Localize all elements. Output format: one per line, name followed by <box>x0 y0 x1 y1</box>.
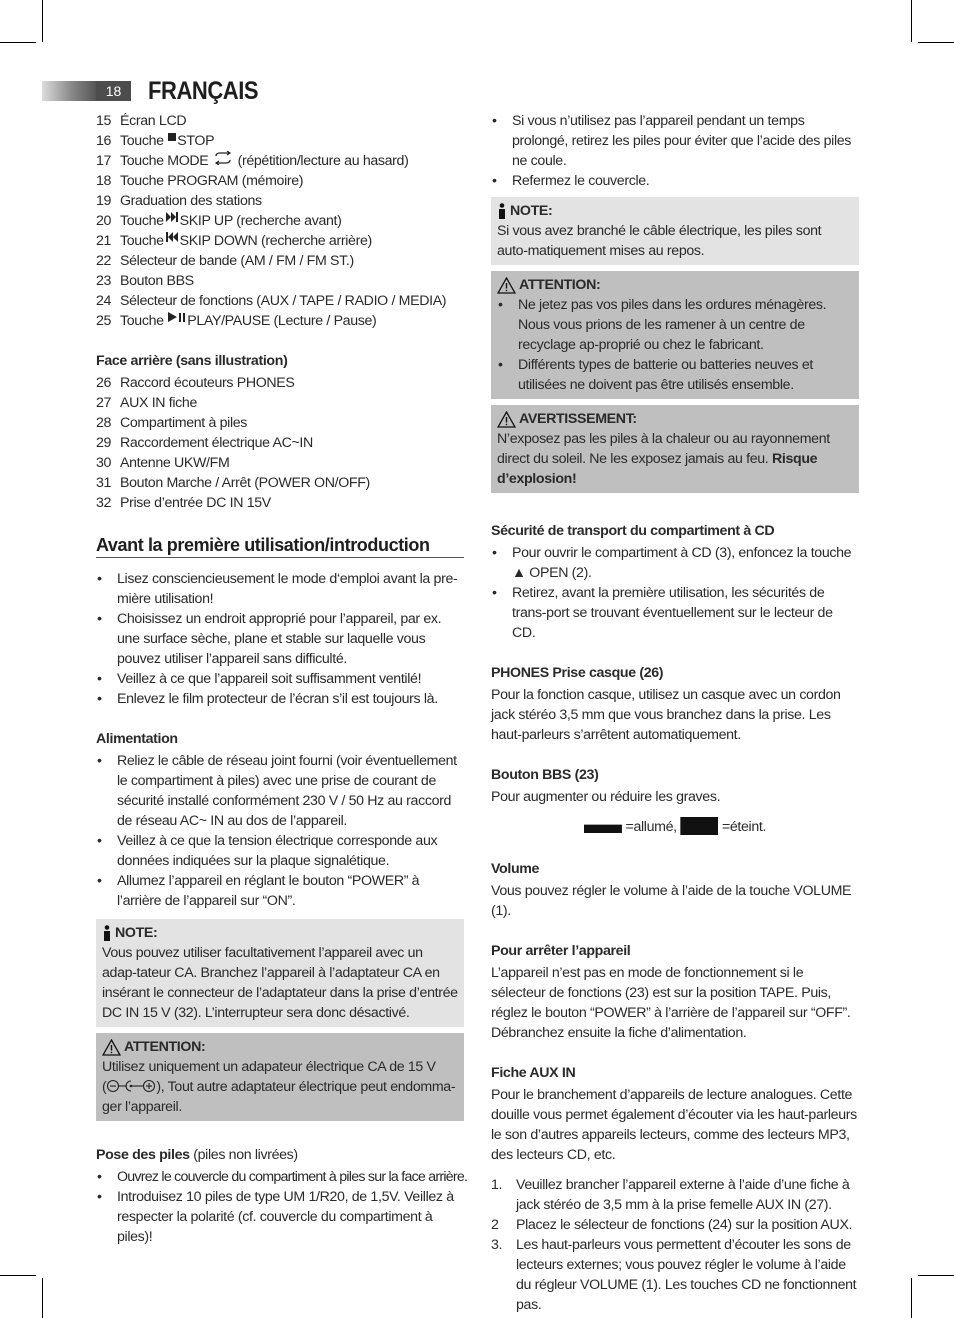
note-title: NOTE: <box>510 203 553 219</box>
list-item: • Différents types de batterie ou batteries neuves et utilisées ne doivent pas être utilisés ensemble. <box>497 355 853 395</box>
list-item: 23 Bouton BBS <box>96 273 194 289</box>
crop-mark <box>0 42 36 43</box>
info-icon <box>497 203 507 219</box>
controls-list <box>96 111 464 331</box>
list-item: 20 Touche SKIP UP (recherche avant) <box>96 213 342 229</box>
list-item: 18 Touche PROGRAM (mémoire) <box>96 173 304 189</box>
bbs-title: Bouton BBS (23) <box>491 767 599 783</box>
crop-mark <box>911 1278 912 1318</box>
power-title: Alimentation <box>96 731 178 747</box>
list-item: • Pour ouvrir le compartiment à CD (3), enfoncez la touche ▲ OPEN (2). <box>491 543 859 583</box>
crop-mark <box>911 0 912 42</box>
list-item: • Veillez à ce que l’appareil soit suffisamment ventilé! <box>96 669 464 689</box>
volume-text: Vous pouvez régler le volume à l’aide de la touche VOLUME (1). <box>491 883 852 919</box>
stop-title: Pour arrêter l’appareil <box>491 943 631 959</box>
list-item: • Veillez à ce que la tension électrique corresponde aux données indiquées sur la plaque signalétique. <box>96 831 464 871</box>
list-item: • Introduisez 10 piles de type UM 1/R20, de 1,5V. Veillez à respecter la polarité (cf. couvercle du compartiment à piles)! <box>96 1187 464 1247</box>
list-item: 30 Antenne UKW/FM <box>96 455 230 471</box>
bbs-legend: =allumé, =éteint. <box>491 817 859 837</box>
info-icon <box>102 925 112 941</box>
repeat-icon <box>212 151 234 165</box>
list-item: • Retirez, avant la première utilisation, les sécurités de trans-port se trouvant éventuellement sur le lecteur de CD. <box>491 583 859 643</box>
list-item: 32 Prise d’entrée DC IN 15V <box>96 495 271 511</box>
skip-forward-icon <box>164 211 180 223</box>
list-item: 3. Les haut-parleurs vous permettent d’écouter les sons de lecteurs externes; vous pouvez régler le volume à l’aide du régleur VOLUME (1). Les touches CD ne fonctionnent pas. <box>491 1237 857 1313</box>
crop-mark <box>918 42 954 43</box>
warning-icon <box>497 411 516 428</box>
skip-back-icon <box>164 231 180 243</box>
phones-text: Pour la fonction casque, utilisez un casque avec un cordon jack stéréo 3,5 mm que vous branchez dans la prise. Les haut-parleurs s’arrêtent automatiquement. <box>491 687 841 743</box>
volume-title: Volume <box>491 861 540 877</box>
bbs-text: Pour augmenter ou réduire les graves. <box>491 789 721 805</box>
crop-mark <box>42 0 43 42</box>
intro-list <box>96 569 464 709</box>
list-item: 15 Écran LCD <box>96 113 187 129</box>
list-item: 29 Raccordement électrique AC~IN <box>96 435 313 451</box>
list-item: 26 Raccord écouteurs PHONES <box>96 375 295 391</box>
list-item: 25 Touche PLAY/PAUSE (Lecture / Pause) <box>96 313 377 329</box>
list-item: 22 Sélecteur de bande (AM / FM / FM ST.) <box>96 253 354 269</box>
list-item: • Ouvrez le couvercle du compartiment à piles sur la face arrière. <box>96 1167 464 1187</box>
list-item: 19 Graduation des stations <box>96 193 262 209</box>
aux-text: Pour le branchement d’appareils de lecture analogues. Cette douille vous permet également d’écouter via les haut-parleurs le son d’autres appareils lecteurs, comme des lecteurs MP3, des lecteurs CD, etc. <box>491 1087 857 1163</box>
page-title: FRANÇAIS <box>148 77 259 105</box>
list-item: • Lisez consciencieusement le mode d‘emploi avant la pre-mière utilisation! <box>96 569 464 609</box>
list-item: 28 Compartiment à piles <box>96 415 248 431</box>
note-title: NOTE: <box>115 925 158 941</box>
crop-mark <box>0 1275 36 1276</box>
attention-text: Utilisez uniquement un adapateur électrique CA de 15 V ( ), Tout autre adaptateur électrique peut endomma-ger l’appareil. <box>102 1059 456 1115</box>
batteries-title: Pose des piles (piles non livrées) <box>96 1147 298 1163</box>
list-item: • Choisissez un endroit approprié pour l’appareil, par ex. une surface sèche, plane et stable sur laquelle vous pouvez utiliser l’appareil sans difficulté. <box>96 609 464 669</box>
list-item: • Ne jetez pas vos piles dans les ordures ménagères. Nous vous prions de les ramener à un centre de recyclage ap-proprié ou chez le fabricant. <box>497 295 853 355</box>
list-item: 1. Veuillez brancher l’appareil externe à l’aide d’une fiche à jack stéréo de 3,5 mm à la prise femelle AUX IN (27). <box>491 1177 850 1213</box>
page-number: 18 <box>96 81 131 101</box>
section-heading: Avant la première utilisation/introduction <box>96 535 464 558</box>
note-text: Si vous avez branché le câble électrique, les piles sont auto-matiquement mises au repos. <box>497 223 822 259</box>
aux-steps <box>491 1175 859 1315</box>
attention-title: ATTENTION: <box>519 277 601 293</box>
list-item: 16 Touche STOP <box>96 133 215 149</box>
bbs-off-symbol <box>680 817 718 835</box>
polarity-icon <box>106 1079 156 1093</box>
list-item: • Refermez le couvercle. <box>491 171 859 191</box>
attention-list <box>497 295 853 395</box>
left-column <box>96 111 468 1247</box>
crop-mark <box>42 1278 43 1318</box>
power-list <box>96 751 464 911</box>
warning-text: N’exposez pas les piles à la chaleur ou au rayonnement direct du soleil. Ne les exposez jamais au feu. Risque d’explosion! <box>497 431 830 487</box>
rear-list <box>96 373 464 513</box>
bbs-on-symbol <box>584 819 622 833</box>
list-item: 17 Touche MODE (répétition/lecture au hasard) <box>96 153 409 169</box>
list-item: • Allumez l’appareil en réglant le bouton “POWER” à l’arrière de l’appareil sur “ON”. <box>96 871 464 911</box>
crop-mark <box>918 1275 954 1276</box>
rear-title: Face arrière (sans illustration) <box>96 353 288 369</box>
note-box <box>96 919 464 1027</box>
list-item: 24 Sélecteur de fonctions (AUX / TAPE / RADIO / MEDIA) <box>96 293 447 309</box>
list-item: • Reliez le câble de réseau joint fourni (voir éventuellement le compartiment à piles) avec une prise de courant de sécurité installé conformément 230 V / 50 Hz au raccord de réseau AC~ IN au dos de l’appareil. <box>96 751 464 831</box>
stop-text: L’appareil n’est pas en mode de fonctionnement si le sélecteur de fonctions (23) est sur la position TAPE. Puis, réglez le bouton “POWER” à l’arrière de l’appareil sur “OFF”. Débranchez ensuite la fiche d’alimentation. <box>491 965 851 1041</box>
transport-list <box>491 543 859 643</box>
list-item: 27 AUX IN fiche <box>96 395 198 411</box>
list-item: 2 Placez le sélecteur de fonctions (24) sur la position AUX. <box>491 1217 853 1233</box>
list-item: 21 Touche SKIP DOWN (recherche arrière) <box>96 233 372 249</box>
attention-box <box>491 271 859 399</box>
play-pause-icon <box>167 311 187 323</box>
attention-box <box>96 1033 464 1121</box>
batteries-list <box>96 1167 468 1247</box>
stop-icon <box>167 131 177 143</box>
note-box <box>491 197 859 265</box>
batteries-list-cont <box>491 111 859 191</box>
list-item: 31 Bouton Marche / Arrêt (POWER ON/OFF) <box>96 475 370 491</box>
attention-title: ATTENTION: <box>124 1039 206 1055</box>
right-column <box>491 111 859 1315</box>
warning-icon <box>497 277 516 294</box>
warning-box <box>491 405 859 493</box>
aux-title: Fiche AUX IN <box>491 1065 576 1081</box>
note-text: Vous pouvez utiliser facultativement l’appareil avec un adap-tateur CA. Branchez l’appareil à l’adaptateur CA en insérant le connecteur de l’adaptateur dans la prise d’entrée DC IN 15 V (32). L’interrupteur sera donc désactivé. <box>102 945 458 1021</box>
warning-icon <box>102 1039 121 1056</box>
transport-title: Sécurité de transport du compartiment à CD <box>491 523 775 539</box>
list-item: • Si vous n’utilisez pas l’appareil pendant un temps prolongé, retirez les piles pour éviter que l’acide des piles ne coule. <box>491 111 859 171</box>
phones-title: PHONES Prise casque (26) <box>491 665 664 681</box>
header-bar <box>42 81 100 101</box>
list-item: • Enlevez le film protecteur de l’écran s’il est toujours là. <box>96 689 464 709</box>
warning-title: AVERTISSEMENT: <box>519 411 637 427</box>
